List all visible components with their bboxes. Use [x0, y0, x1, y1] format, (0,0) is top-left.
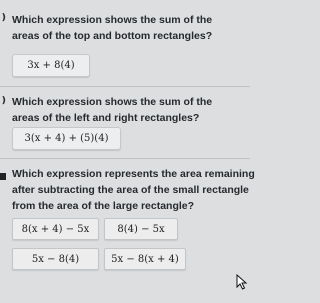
mouse-pointer-icon [236, 274, 248, 290]
question-3-line-2: after subtracting the area of the small rectangle [12, 184, 249, 196]
answer-2-expression: 3(x + 4) + (5)(4) [24, 133, 109, 144]
question-1-line-1: Which expression shows the sum of the [12, 14, 213, 26]
question-3-line-3: from the area of the large rectangle? [12, 200, 195, 212]
question-3-line-1: Which expression represents the area remaining [12, 168, 255, 180]
option-tile[interactable] [104, 248, 186, 270]
option-expression: 8(4) − 5x [117, 223, 165, 235]
divider [0, 158, 250, 159]
question-3-text [12, 166, 256, 214]
question-2-line-2: areas of the left and right rectangles? [12, 112, 200, 124]
answer-1-expression: 3x + 8(4) [27, 60, 75, 71]
speaker-icon[interactable]: ❫ [0, 13, 8, 23]
option-expression: 5x − 8(x + 4) [111, 253, 179, 265]
option-tile[interactable] [12, 218, 99, 240]
speaker-icon[interactable]: ❫ [0, 96, 8, 106]
option-expression: 8(x + 4) − 5x [21, 223, 90, 235]
question-2-line-1: Which expression shows the sum of the [12, 96, 213, 108]
divider [0, 86, 250, 87]
answer-box-1[interactable] [12, 54, 90, 77]
answer-box-2[interactable] [12, 127, 121, 150]
option-tile[interactable] [12, 248, 99, 270]
option-tile[interactable] [104, 218, 178, 240]
question-1-text [12, 12, 256, 44]
question-1-line-2: areas of the top and bottom rectangles? [12, 30, 213, 42]
option-expression: 5x − 8(4) [31, 253, 80, 265]
question-2-text [12, 94, 256, 126]
question-marker-icon [0, 173, 6, 180]
